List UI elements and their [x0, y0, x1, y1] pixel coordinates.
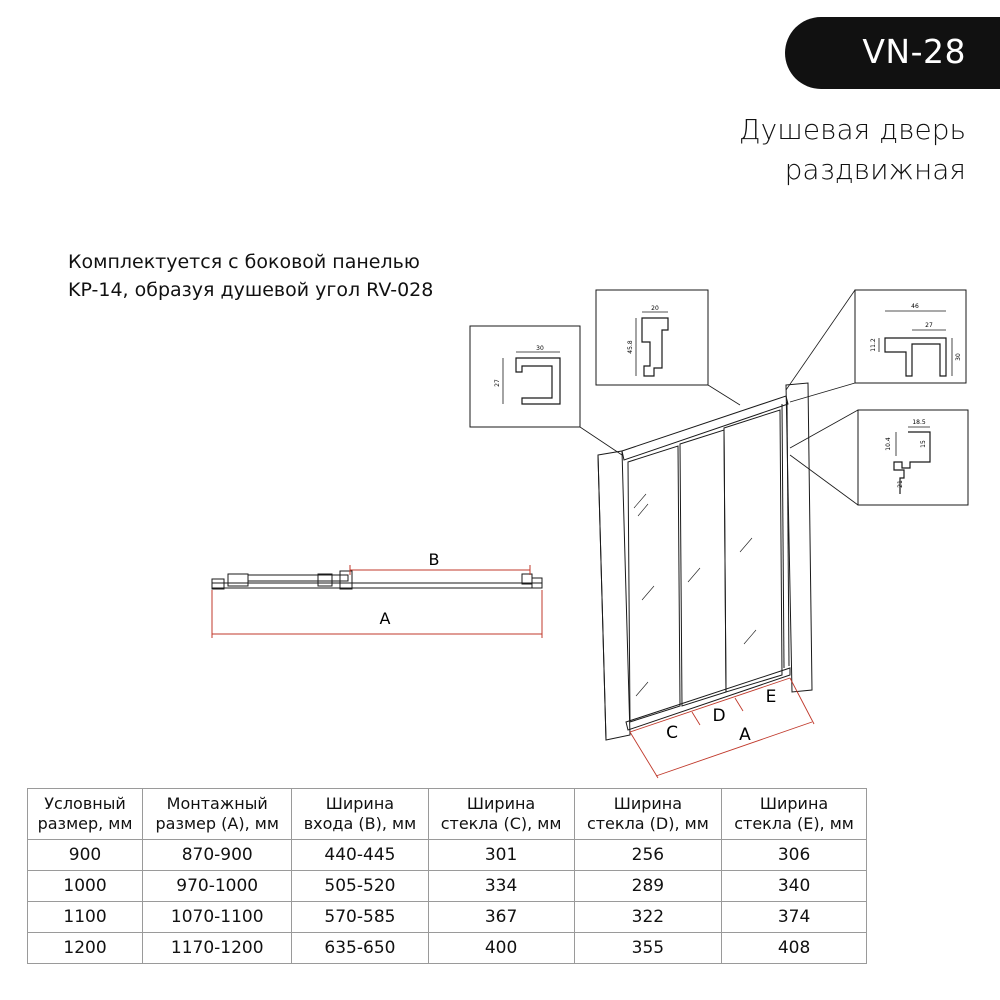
profile-4-dim-15: 15: [920, 440, 927, 448]
header-line: стекла (С), мм: [440, 814, 562, 833]
left-wall-edge: [598, 455, 606, 740]
table-cell: 289: [574, 871, 721, 902]
profile-3-dim-46: 46: [911, 303, 919, 310]
profile-detail-3: [855, 290, 966, 383]
table-cell: 301: [428, 840, 574, 871]
header-mounting-size: [143, 789, 292, 840]
leader-box2: [708, 385, 740, 405]
table-cell: 900: [28, 840, 143, 871]
table-cell: 408: [722, 933, 867, 964]
plan-fixed-glass: [248, 575, 348, 581]
table-cell: 1000: [28, 871, 143, 902]
plan-roller-left: [228, 574, 248, 586]
wall-profile-right: [782, 404, 784, 668]
table-cell: 870-900: [143, 840, 292, 871]
door-dim-a-left-ext: [630, 732, 658, 778]
header-entry-width: [292, 789, 428, 840]
table-cell: 635-650: [292, 933, 428, 964]
profile-4-dim-21: 21: [897, 480, 904, 488]
door-label-e: E: [765, 687, 777, 707]
header-line: Ширина: [466, 794, 536, 813]
table-row: [28, 840, 867, 871]
table-header-row: [28, 789, 867, 840]
plan-label-a: A: [379, 609, 391, 628]
leader-box4-bottom: [790, 455, 858, 505]
reflection-6: [740, 538, 752, 552]
profile-3-dim-11-2: 11.2: [870, 338, 877, 352]
leader-box3-top: [786, 290, 855, 390]
plan-roller-mid: [318, 574, 332, 586]
model-code: VN-28: [862, 32, 966, 71]
header-line: Ширина: [325, 794, 395, 813]
table-cell: 570-585: [292, 902, 428, 933]
table-row: [28, 871, 867, 902]
plan-dimensions: [212, 565, 542, 638]
table-cell: 505-520: [292, 871, 428, 902]
glass-panel-c: [628, 446, 680, 722]
reflection-2: [638, 504, 648, 516]
header-line: размер (А), мм: [155, 814, 279, 833]
reflection-4: [642, 586, 654, 600]
header-line: Условный: [44, 794, 126, 813]
door-dim-a-line: [656, 722, 812, 776]
door-top-rail: [622, 396, 788, 460]
table-cell: 334: [428, 871, 574, 902]
door-label-c: C: [666, 723, 678, 743]
profile-3-dim-30: 30: [955, 353, 962, 361]
table-cell: 256: [574, 840, 721, 871]
table-cell: 374: [722, 902, 867, 933]
header-line: стекла (Е), мм: [734, 814, 854, 833]
glass-reflections: [634, 494, 756, 696]
table-cell: 340: [722, 871, 867, 902]
table-cell: 1100: [28, 902, 143, 933]
leader-box1: [580, 427, 622, 455]
profile-1-dim-27: 27: [494, 379, 501, 387]
door-perspective: [598, 383, 812, 740]
reflection-3: [636, 682, 648, 696]
right-wall-panel: [786, 383, 812, 692]
profile-detail-4: [858, 410, 968, 505]
profile-2-dim-45-8: 45.8: [627, 340, 634, 354]
reflection-7: [744, 630, 756, 644]
plan-rail: [212, 583, 542, 588]
table-cell: 1070-1100: [143, 902, 292, 933]
profile-3-dim-27: 27: [925, 322, 933, 329]
table-cell: 400: [428, 933, 574, 964]
header-nominal-size: [28, 789, 143, 840]
header-line: Ширина: [613, 794, 683, 813]
description-line-1: Комплектуется с боковой панелью: [68, 251, 420, 273]
table-row: [28, 902, 867, 933]
table-cell: 306: [722, 840, 867, 871]
glass-panel-d: [680, 430, 726, 706]
door-dim-a-right-ext: [790, 678, 814, 724]
header-line: стекла (D), мм: [586, 814, 709, 833]
profile-box-1: [470, 326, 580, 427]
title-line-1: Душевая дверь: [738, 113, 966, 146]
table-cell: 355: [574, 933, 721, 964]
header-line: Монтажный: [166, 794, 268, 813]
profile-4-dim-18-5: 18.5: [912, 419, 926, 426]
left-wall-panel: [598, 451, 630, 740]
profile-4-dim-10-4: 10.4: [885, 437, 892, 451]
header-line: Ширина: [759, 794, 829, 813]
table-cell: 1200: [28, 933, 143, 964]
size-table: [27, 788, 867, 964]
reflection-1: [634, 494, 646, 508]
table-cell: 322: [574, 902, 721, 933]
header-line: размер, мм: [37, 814, 133, 833]
door-dim-cd-tick: [692, 712, 700, 725]
profile-detail-1: [470, 326, 580, 427]
table-cell: 1170-1200: [143, 933, 292, 964]
door-label-a: A: [739, 725, 751, 745]
door-label-d: D: [712, 706, 726, 726]
table-row: [28, 933, 867, 964]
reflection-5: [688, 568, 700, 582]
table-cell: 440-445: [292, 840, 428, 871]
door-dim-de-tick: [735, 698, 743, 711]
title-line-2: раздвижная: [784, 153, 966, 186]
plan-label-b: B: [428, 550, 440, 569]
header-glass-c: [428, 789, 574, 840]
profile-detail-2: [596, 290, 708, 385]
table-cell: 970-1000: [143, 871, 292, 902]
leader-box3-bottom: [790, 383, 855, 402]
plan-view: [212, 571, 542, 589]
header-glass-e: [722, 789, 867, 840]
table-cell: 367: [428, 902, 574, 933]
header-line: входа (В), мм: [303, 814, 417, 833]
profile-2-dim-20: 20: [651, 305, 659, 312]
description-line-2: KP-14, образуя душевой угол RV-028: [68, 279, 434, 301]
header-glass-d: [574, 789, 721, 840]
profile-1-dim-30: 30: [536, 345, 544, 352]
glass-panel-e: [724, 410, 782, 692]
leader-box4-top: [790, 410, 858, 448]
